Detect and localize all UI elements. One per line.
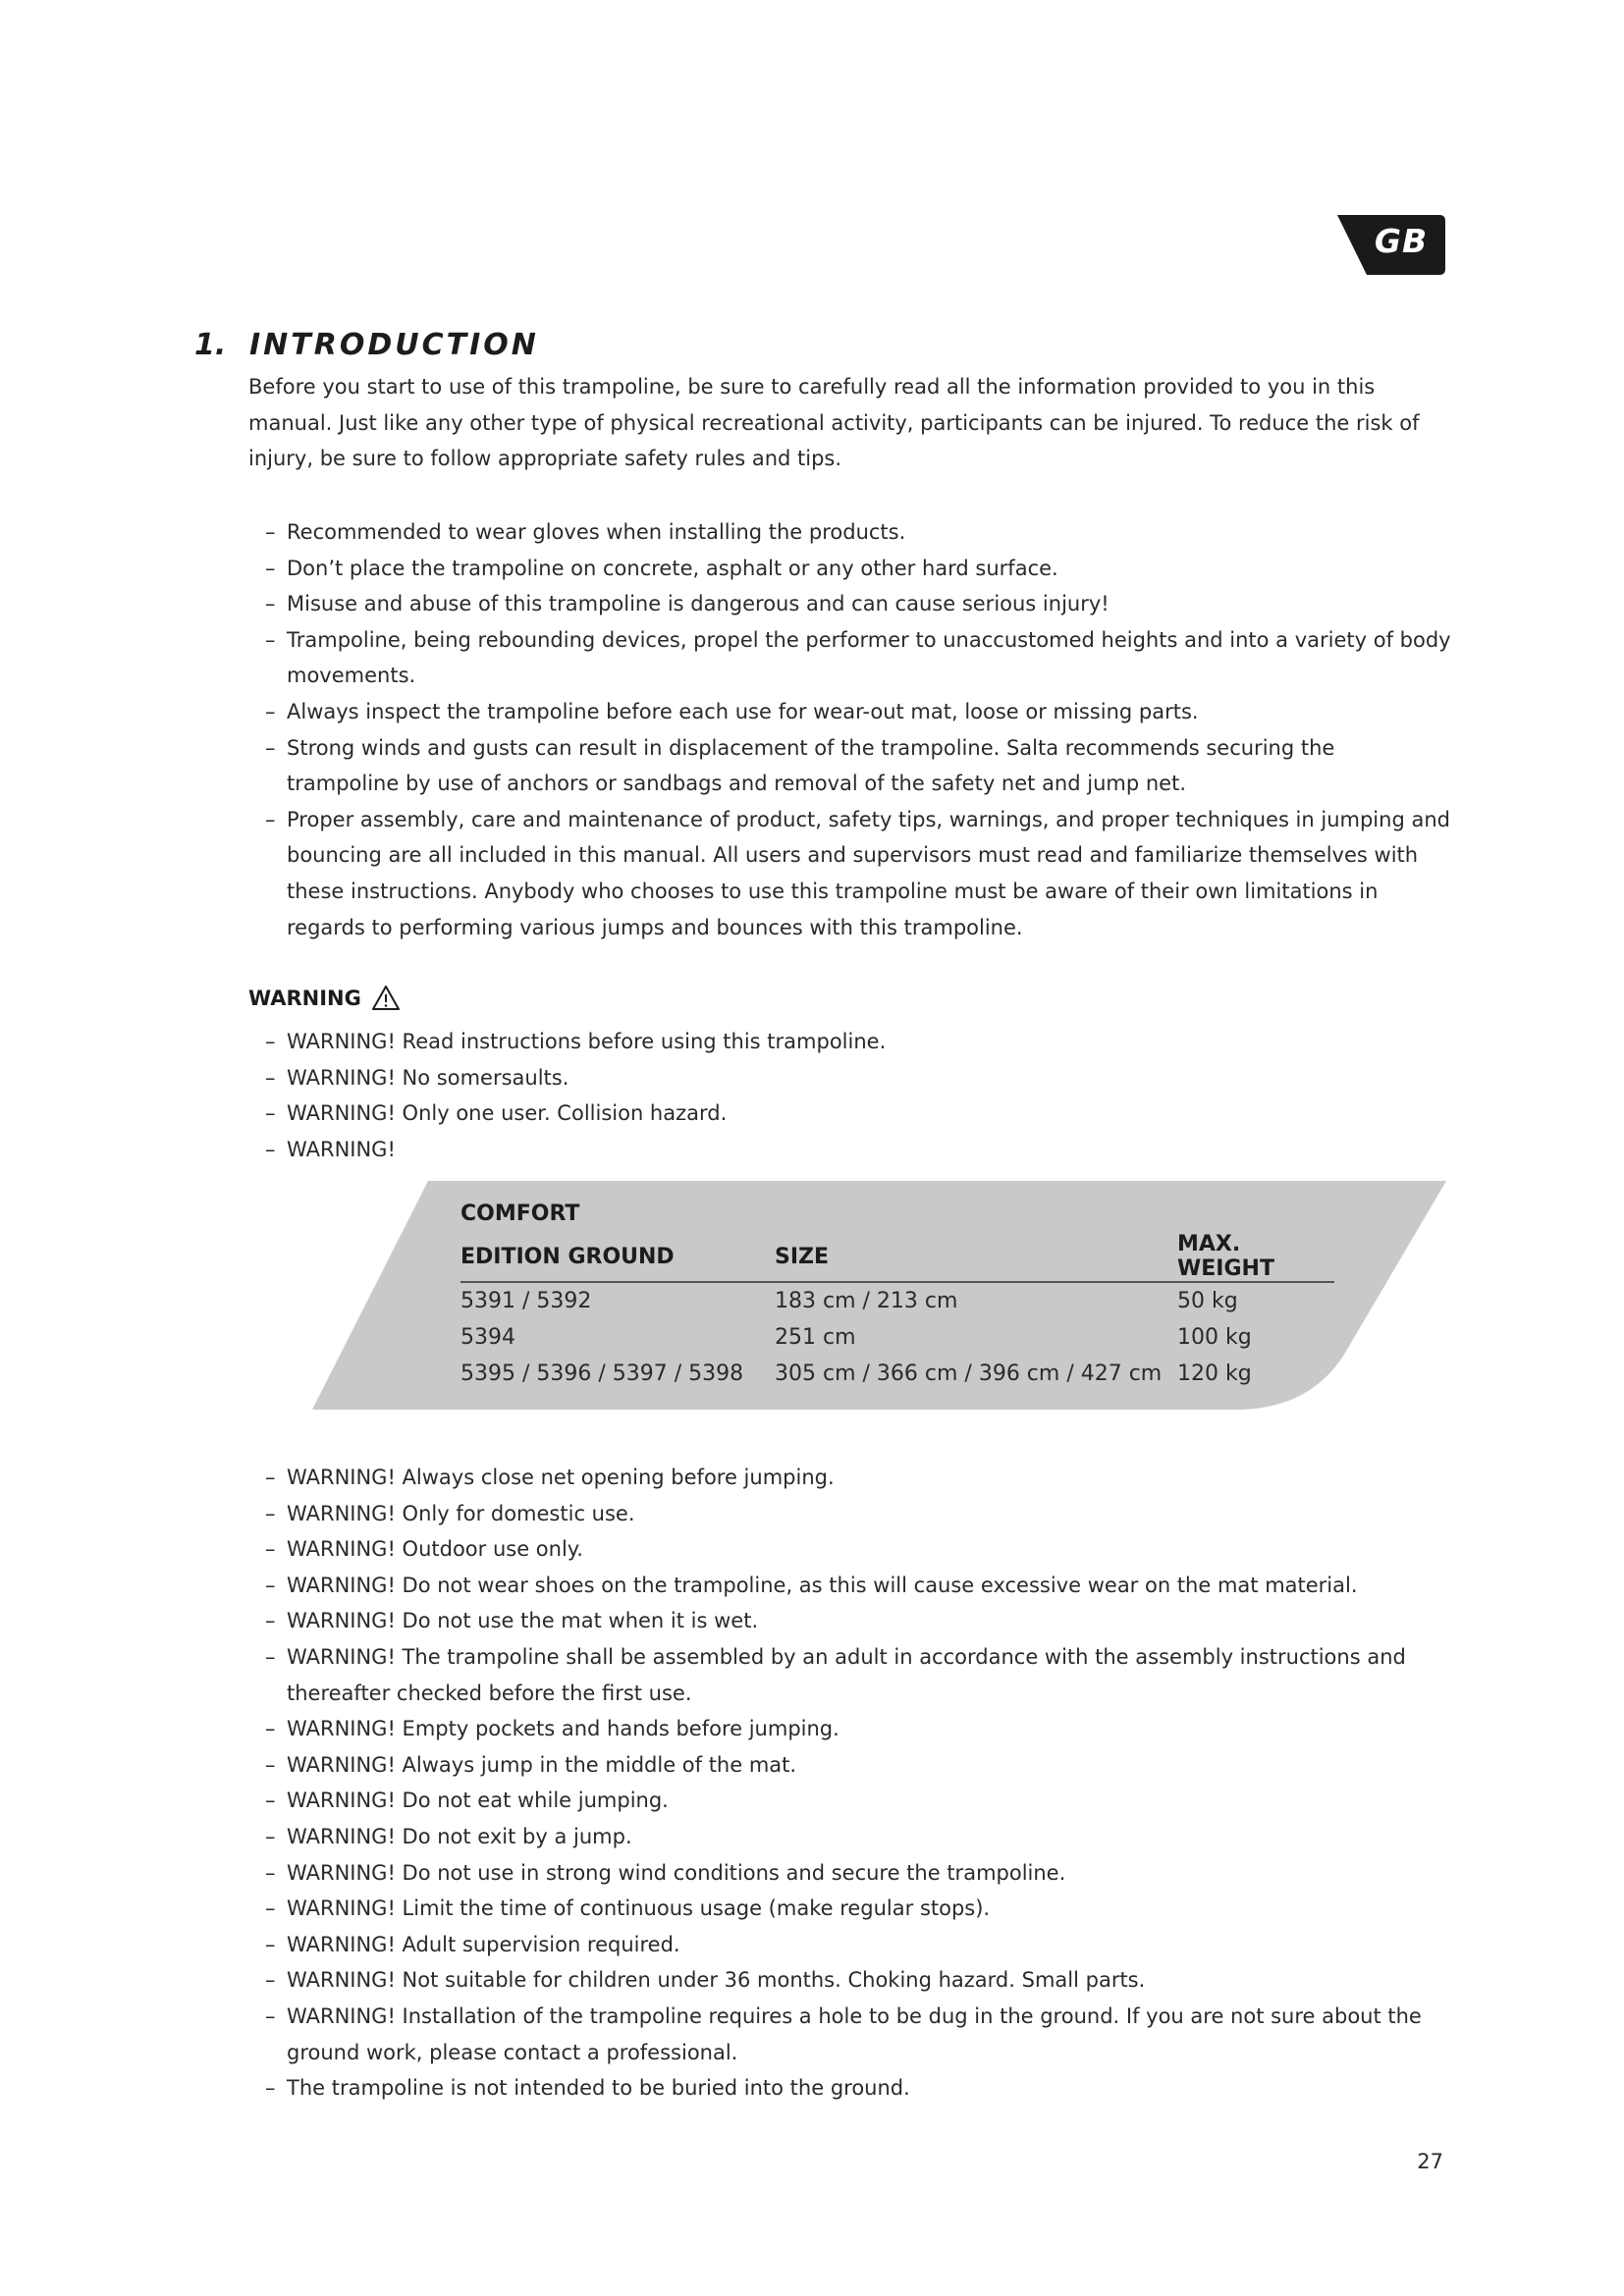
list-item: – WARNING! [265,1137,396,1161]
section-heading [194,328,539,362]
list-item: – WARNING! Do not use in strong wind conditions and secure the trampoline. [265,1860,1066,1885]
warning-triangle-icon [371,985,401,1011]
list-item: – WARNING! Do not eat while jumping. [265,1789,669,1813]
list-item: – WARNING! Do not exit by a jump. [265,1824,632,1848]
list-item: – Recommended to wear gloves when installing the products. [265,520,906,544]
section-number: 1. [194,328,227,362]
warning-list [265,1024,1453,1167]
list-item: – WARNING! Only one user. Collision hazard. [265,1101,728,1126]
list-item: – Proper assembly, care and maintenance of product, safety tips, warnings, and proper techniques in jumping and bouncing are all included in this manual. All users and supervisors must read and familiarize themselves with these instructions. Anybody who chooses to use this trampoline must be aware of their own limitations in regards to performing various jumps and bounces with this trampoline. [265,807,1450,939]
spec-table [460,1196,1334,1392]
table-header: EDITION GROUND [460,1232,775,1282]
page-number: 27 [1417,2150,1443,2173]
language-label: GB [1374,222,1429,260]
safety-list [265,514,1453,945]
list-item: – WARNING! Only for domestic use. [265,1501,635,1525]
table-cell: 120 kg [1177,1362,1252,1386]
table-cell: 5391 / 5392 [460,1289,592,1313]
warning-list-continued [265,1460,1453,2107]
table-header-row [460,1232,1334,1282]
table-cell: 100 kg [1177,1325,1252,1350]
list-item: – WARNING! Always close net opening before jumping. [265,1466,835,1489]
list-item: – Strong winds and gusts can result in displacement of the trampoline. Salta recommends securing the trampoline by use of anchors or sandbags and removal of the safety net and jump net. [265,735,1335,796]
table-cell: 183 cm / 213 cm [775,1289,958,1313]
table-header: MAX. WEIGHT [1177,1232,1334,1282]
table-cell: 251 cm [775,1325,856,1350]
list-item: – WARNING! Do not wear shoes on the trampoline, as this will cause excessive wear on the mat material. [265,1573,1358,1597]
list-item: – WARNING! Do not use the mat when it is wet. [265,1609,759,1633]
table-row [460,1282,1334,1319]
table-row [460,1196,1334,1232]
list-item: – WARNING! Always jump in the middle of the mat. [265,1752,797,1777]
section-title: INTRODUCTION [249,328,539,362]
list-item: – WARNING! Not suitable for children under 36 months. Choking hazard. Small parts. [265,1968,1146,1993]
list-item: – Always inspect the trampoline before each use for wear-out mat, loose or missing parts. [265,699,1199,723]
list-item: – WARNING! Empty pockets and hands before jumping. [265,1717,839,1741]
warning-heading [248,985,401,1011]
list-item: – WARNING! Installation of the trampoline requires a hole to be dug in the ground. If you are not sure about the ground work, please contact a professional. [265,2003,1422,2064]
list-item: – WARNING! The trampoline shall be assembled by an adult in accordance with the assembly instructions and thereafter checked before the first use. [265,1644,1406,1705]
list-item: – WARNING! Outdoor use only. [265,1537,583,1562]
intro-paragraph: Before you start to use of this trampoline, be sure to carefully read all the information provided to you in this manual. Just like any other type of physical recreational activity, participants can be injured. To reduce the risk of injury, be sure to follow appropriate safety rules and tips. [248,375,1420,471]
table-brand: COMFORT [460,1201,580,1226]
list-item: – Trampoline, being rebounding devices, propel the performer to unaccustomed heights and into a variety of body movements. [265,627,1451,688]
list-item: – WARNING! Limit the time of continuous usage (make regular stops). [265,1896,991,1921]
table-row [460,1319,1334,1356]
table-cell: 5395 / 5396 / 5397 / 5398 [460,1362,744,1386]
table-cell: 305 cm / 366 cm / 396 cm / 427 cm [775,1362,1163,1386]
list-item: – Misuse and abuse of this trampoline is dangerous and can cause serious injury! [265,592,1110,616]
list-item: – WARNING! Adult supervision required. [265,1932,680,1956]
list-item: – WARNING! No somersaults. [265,1065,569,1090]
table-cell: 50 kg [1177,1289,1238,1313]
table-cell: 5394 [460,1325,515,1350]
warning-label: WARNING [248,986,361,1010]
table-row [460,1356,1334,1392]
list-item: – The trampoline is not intended to be buried into the ground. [265,2076,910,2101]
table-header: SIZE [775,1232,1177,1282]
list-item: – Don’t place the trampoline on concrete, asphalt or any other hard surface. [265,556,1058,580]
list-item: – WARNING! Read instructions before using this trampoline. [265,1030,887,1053]
